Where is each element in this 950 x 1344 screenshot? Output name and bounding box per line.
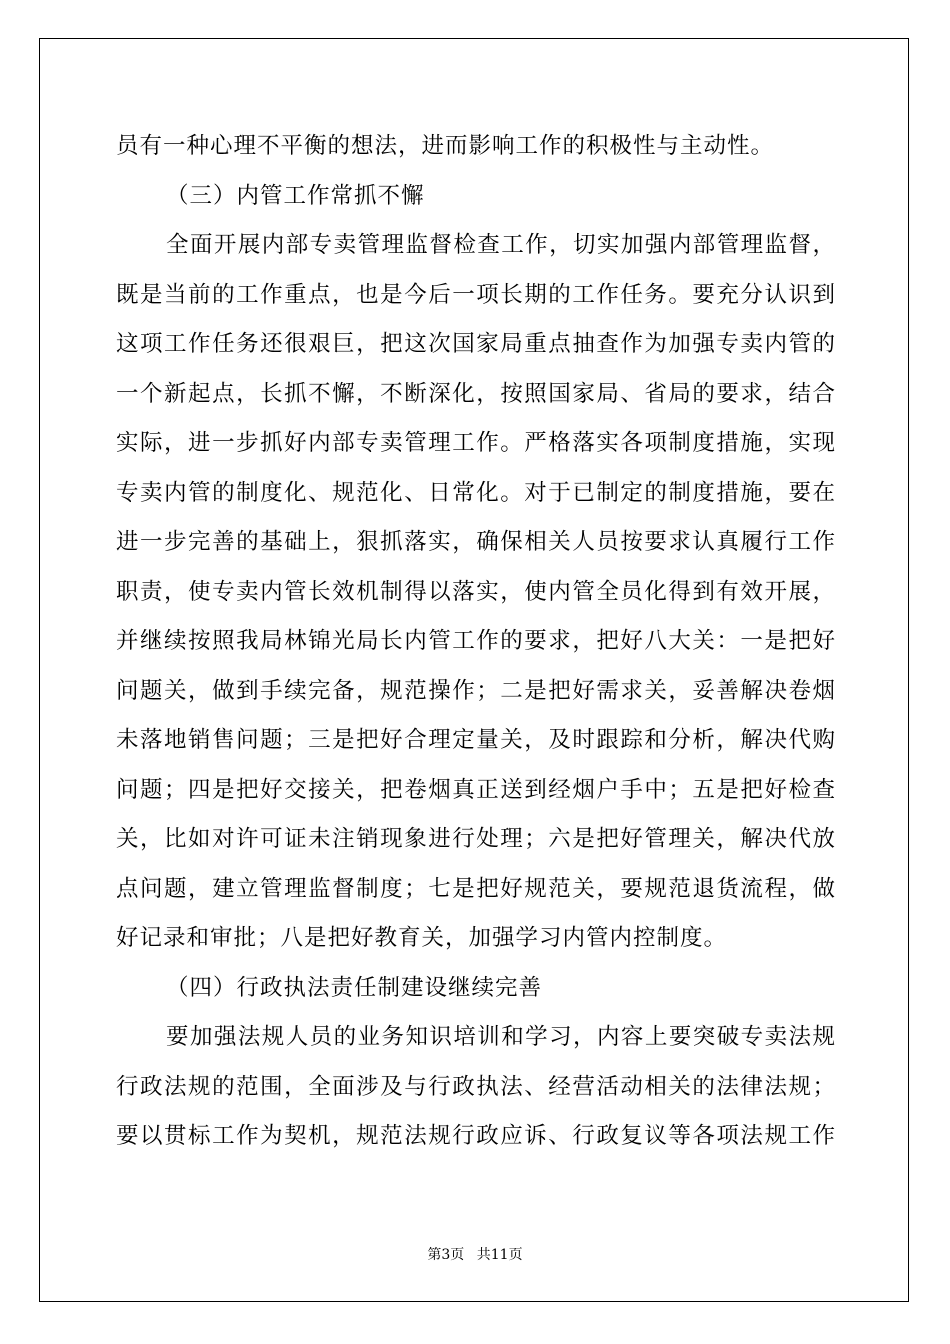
section-heading-3: （三）内管工作常抓不懈 [166, 182, 425, 209]
paragraph-line: 全面开展内部专卖管理监督检查工作，切实加强内部管理监督， [166, 232, 836, 258]
paragraph-line: 关，比如对许可证未注销现象进行处理；六是把好管理关，解决代放 [116, 826, 836, 852]
paragraph-line: 专卖内管的制度化、规范化、日常化。对于已制定的制度措施，要在 [116, 479, 836, 506]
paragraph-line: 未落地销售问题；三是把好合理定量关，及时跟踪和分析，解决代购 [116, 727, 836, 753]
paragraph-line: 行政法规的范围，全面涉及与行政执法、经营活动相关的法律法规； [116, 1073, 836, 1100]
paragraph-line: 点问题，建立管理监督制度；七是把好规范关，要规范退货流程，做 [116, 875, 836, 902]
paragraph-line: 要以贯标工作为契机，规范法规行政应诉、行政复议等各项法规工作 [116, 1123, 836, 1149]
paragraph-line: 这项工作任务还很艰巨，把这次国家局重点抽查作为加强专卖内管的 [116, 331, 836, 357]
page-total: 共11页 [476, 1247, 523, 1263]
paragraph-line: 要加强法规人员的业务知识培训和学习，内容上要突破专卖法规 [166, 1024, 836, 1050]
paragraph-line: 好记录和审批；八是把好教育关，加强学习内管内控制度。 [116, 925, 728, 951]
paragraph-line: 进一步完善的基础上，狠抓落实，确保相关人员按要求认真履行工作 [116, 529, 836, 555]
document-body [116, 122, 836, 1162]
paragraph-line: 并继续按照我局林锦光局长内管工作的要求，把好八大关：一是把好 [116, 628, 836, 654]
paragraph-line: 实际，进一步抓好内部专卖管理工作。严格落实各项制度措施，实现 [116, 430, 836, 456]
paragraph-line: 问题；四是把好交接关，把卷烟真正送到经烟户手中；五是把好检查 [116, 776, 836, 803]
page-footer [0, 1244, 950, 1264]
paragraph-line: 问题关，做到手续完备，规范操作；二是把好需求关，妥善解决卷烟 [116, 677, 836, 704]
section-heading-4: （四）行政执法责任制建设继续完善 [166, 974, 543, 1001]
page-number: 第3页 [427, 1247, 465, 1263]
paragraph-line: 职责，使专卖内管长效机制得以落实，使内管全员化得到有效开展， [116, 578, 836, 605]
paragraph-line: 员有一种心理不平衡的想法，进而影响工作的积极性与主动性。 [116, 133, 775, 159]
paragraph-line: 一个新起点，长抓不懈，不断深化，按照国家局、省局的要求，结合 [116, 380, 836, 407]
paragraph-line: 既是当前的工作重点，也是今后一项长期的工作任务。要充分认识到 [116, 281, 836, 308]
